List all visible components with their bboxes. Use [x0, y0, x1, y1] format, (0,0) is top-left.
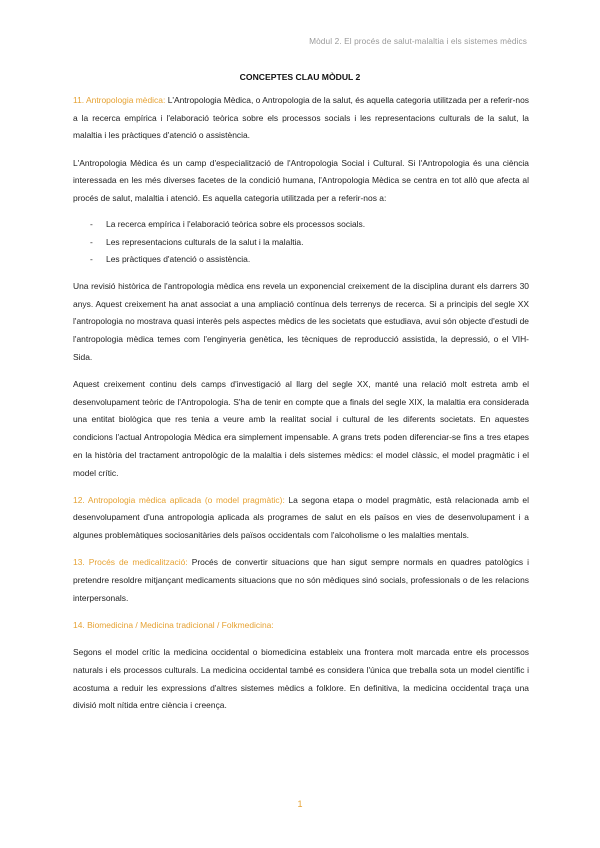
body-paragraph-4: Segons el model crític la medicina occidental o biomedicina estableix una frontera molt marcada entre els processos naturals i els processos culturals. La medicina occidental també es considera l'única que treballa sota un model científic i acostuma a reduir les expressions d'altres sistemes mèdics a folklore. En definitiva, la medicina occidental traça una divisió molt nítida entre ciència i creença. — [73, 647, 529, 711]
list-item — [73, 216, 529, 234]
section-13-term: 13. Procés de medicalització: — [73, 557, 188, 568]
section-12-term: 12. Antropologia mèdica aplicada (o model pragmàtic): — [73, 494, 285, 505]
dash-bullet: - — [90, 219, 93, 230]
section-13-paragraph — [73, 554, 529, 607]
section-14-heading — [73, 617, 529, 635]
bullet-list — [73, 216, 529, 269]
section-11-paragraph — [73, 92, 529, 145]
body-paragraph-2: Una revisió històrica de l'antropologia mèdica ens revela un exponencial creixement de la disciplina durant els darrers 30 anys. Aquest creixement ha anat associat a una ampliació contínua dels terrenys de recerca. Si a principis del segle XX l'antropologia no mostrava quasi interès pels aspectes mèdics de les societats que estudiava, avui són objecte d'estudi de l'antropologia mèdica temes com l'enginyeria genètica, les tècniques de reproducció assistida, la depressió, o el VIH-Sida. — [73, 281, 529, 362]
list-item-text: La recerca empírica i l'elaboració teòrica sobre els processos socials. — [106, 219, 366, 230]
section-13-text: Procés de convertir situacions que han sigut sempre normals en quadres patològics i pretendre resoldre mitjançant medicaments situacions que no són mèdiques sinó socials, professionals o de les relacions interpersonals. — [73, 557, 530, 603]
dash-bullet: - — [90, 236, 93, 247]
running-header: Mòdul 2. El procés de salut-malaltia i els sistemes mèdics — [309, 36, 527, 46]
list-item-text: Les pràctiques d'atenció o assistència. — [106, 254, 251, 265]
section-12-text: La segona etapa o model pragmàtic, està relacionada amb el desenvolupament d'una antropologia aplicada als programes de salut en els països en vies de desenvolupament i a algunes problemàtiques sociosanitàries dels països occidentals com l'alcoholisme o les malalties mentals. — [73, 494, 529, 541]
page-number: 1 — [297, 799, 303, 809]
list-item — [73, 234, 529, 252]
section-11-term: 11. Antropologia mèdica: — [73, 95, 166, 105]
section-12-paragraph — [73, 492, 529, 545]
body-paragraph-3: Aquest creixement continu dels camps d'investigació al llarg del segle XX, manté una relació molt estreta amb el desenvolupament teòric de l'Antropologia. S'ha de tenir en compte que a finals del segle XIX, la malaltia era considerada una entitat biològica que res tenia a veure amb la realitat social i cultural de les diferents societats. En aquestes condicions l'actual Antropologia Mèdica era simplement impensable. A grans trets poden diferenciar-se fins a tres etapes en la història del tractament antropològic de la malaltia i dels sistemes mèdics: el model clàssic, el model pragmàtic i el model crític. — [73, 379, 529, 478]
section-14-term: 14. Biomedicina / Medicina tradicional / Folkmedicina: — [73, 619, 274, 630]
list-item — [73, 251, 529, 269]
section-11-text: L'Antropologia Mèdica, o Antropologia de la salut, és aquella categoria utilitzada per a referir-nos a la recerca empírica i l'elaboració teòrica sobre els processos socials i les representacions culturals de la salut, la malaltia i les pràctiques d'atenció o assistència. — [73, 95, 529, 141]
dash-bullet: - — [90, 254, 93, 265]
page-title: CONCEPTES CLAU MÒDUL 2 — [239, 72, 361, 82]
document-body — [73, 92, 529, 724]
body-paragraph-1: L'Antropologia Mèdica és un camp d'especialització de l'Antropologia Social i Cultural. Si l'Antropologia és una ciència interessada en les més diverses facetes de la condició humana, l'Antropologia Mèdica se centra en tot allò que afecta al procés de salut, malaltia i atenció. Es aquella categoria utilitzada per a referir-nos a: — [73, 157, 529, 204]
list-item-text: Les representacions culturals de la salut i la malaltia. — [106, 236, 304, 247]
